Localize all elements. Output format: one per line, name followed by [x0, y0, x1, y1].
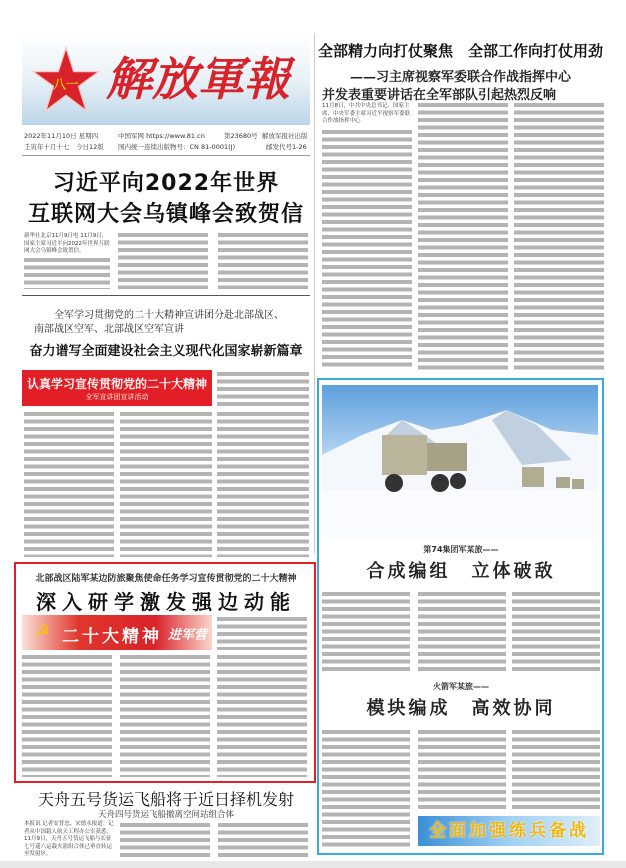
column-divider — [314, 33, 315, 553]
boxed-banner: ☭ 二十大精神 进军营 — [22, 615, 212, 650]
feature-kicker-2: 火箭军某旅—— — [433, 682, 489, 691]
space-headline[interactable]: 天舟五号货运飞船将于近日择机发射 — [37, 790, 294, 809]
feature-headline-1[interactable]: 合成编组 立体破敌 — [366, 561, 556, 582]
top-right-subhead-2: 并发表重要讲话在全军部队引起热烈反响 — [322, 88, 557, 103]
body-text — [24, 412, 114, 557]
cn-number: 国内统一连续出版物号：CN 81-0001(J) — [118, 143, 236, 151]
body-text — [217, 617, 307, 650]
website-link[interactable]: 中国军网 https://www.81.cn — [118, 132, 205, 140]
body-text — [24, 258, 110, 289]
boxed-kicker: 北部战区陆军某边防旅聚焦使命任务学习宣传贯彻党的二十大精神 — [35, 574, 297, 584]
study-banner: 认真学习宣传贯彻党的二十大精神 全军宣讲团宣讲活动 — [22, 370, 212, 406]
body-text — [217, 412, 309, 557]
divider — [22, 155, 310, 156]
boxed-headline[interactable]: 深入研学激发强边动能 — [36, 590, 296, 614]
body-text — [418, 592, 506, 672]
lunar-date: 壬寅年十月十七 — [24, 143, 70, 151]
postal-code: 邮发代号1-26 — [266, 143, 307, 151]
body-text — [217, 655, 307, 777]
body-text — [22, 655, 112, 777]
second-headline[interactable]: 奋力谱写全面建设社会主义现代化国家崭新篇章 — [29, 344, 303, 359]
party-emblem-icon: ☭ — [34, 621, 51, 642]
newspaper-logo: 解放軍報 — [106, 52, 290, 106]
top-right-headline[interactable]: 全部精力向打仗聚焦 全部工作向打仗用劲 — [318, 42, 604, 60]
issue-number: 第23680号 — [224, 132, 258, 140]
body-text — [512, 592, 600, 672]
training-banner: 全面加强练兵备战 — [418, 816, 600, 846]
feature-kicker-1: 第74集团军某旅—— — [423, 545, 499, 554]
body-text — [514, 103, 604, 370]
body-text — [120, 655, 210, 777]
divider — [22, 295, 310, 296]
snow-mountain-trucks-image — [322, 385, 598, 538]
body-text — [322, 592, 410, 672]
body-text — [118, 233, 208, 289]
masthead — [22, 33, 310, 125]
issue-date: 2022年11月10日 星期四 — [24, 132, 99, 140]
feature-headline-2[interactable]: 模块编成 高效协同 — [366, 698, 556, 719]
body-text — [512, 730, 600, 810]
top-right-subhead-1: ——习主席视察军委联合作战指挥中心 — [350, 70, 572, 85]
svg-text:八一: 八一 — [53, 76, 79, 92]
body-text — [218, 233, 308, 289]
bayi-star-emblem-icon — [30, 45, 102, 115]
news-photo[interactable] — [322, 385, 598, 538]
space-dateline: 本报讯 记者安普忠、宋德永报道：记者从中国载人航天工程办公室获悉，11月9日，天舟五号货运飞船与长征七号遥六运载火箭组合体已垂直转运至发射区。 — [24, 821, 114, 857]
second-kicker-2: 南部战区空军、北部战区空军宣讲 — [34, 324, 184, 335]
body-text — [322, 130, 412, 370]
page-count: 今日12版 — [76, 143, 104, 151]
top-right-dateline: 11月8日，中共中央总书记、国家主席、中央军委主席习近平视察军委联合作战指挥中心 — [322, 103, 411, 124]
body-text — [418, 730, 506, 810]
lead-headline[interactable]: 习近平向2022年世界 互联网大会乌镇峰会致贺信 — [27, 171, 304, 227]
space-subhead: 天舟四号货运飞船撤离空间站组合体 — [97, 810, 234, 820]
page-bottom-bar — [0, 861, 626, 868]
body-text — [217, 372, 309, 408]
body-text — [120, 412, 212, 557]
body-text — [120, 823, 210, 857]
body-text — [218, 823, 308, 857]
second-kicker-1: 全军学习贯彻党的二十大精神宣讲团分赴北部战区、 — [54, 310, 284, 321]
publisher: 解放军报社出版 — [262, 132, 308, 140]
lead-dateline: 新华社北京11月9日电 11月9日，国家主席习近平向2022年世界互联网大会乌镇峰会致贺信。 — [24, 233, 110, 254]
body-text — [418, 103, 508, 370]
body-text — [322, 730, 410, 850]
